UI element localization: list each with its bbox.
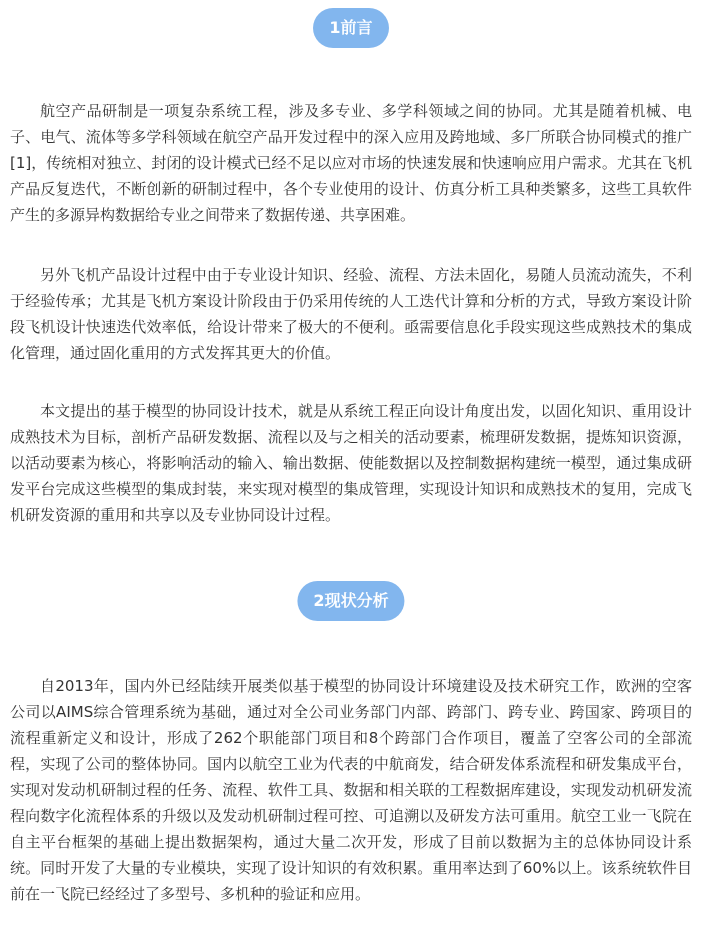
paragraph-intro-2: 另外飞机产品设计过程中由于专业设计知识、经验、流程、方法未固化，易随人员流动流失，不利于经验传承；尤其是飞机方案设计阶段由于仍采用传统的人工迭代计算和分析的方式，导致方案设计阶段飞机设计快速迭代效率低，给设计带来了极大的不便利。亟需要信息化手段实现这些成熟技术的集成化管理，通过固化重用的方式发挥其更大的价值。: [10, 266, 692, 362]
section-heading-status-analysis: 2现状分析: [297, 581, 404, 621]
paragraph-intro-1: 航空产品研制是一项复杂系统工程，涉及多专业、多学科领域之间的协同。尤其是随着机械、电子、电气、流体等多学科领域在航空产品开发过程中的深入应用及跨地域、多厂所联合协同模式的推广[1]，传统相对独立、封闭的设计模式已经不足以应对市场的快速发展和快速响应用户需求。尤其在飞机产品反复迭代，不断创新的研制过程中，各个专业使用的设计、仿真分析工具种类繁多，这些工具软件产生的多源异构数据给专业之间带来了数据传递、共享困难。: [10, 102, 692, 224]
paragraph-intro-3: 本文提出的基于模型的协同设计技术，就是从系统工程正向设计角度出发，以固化知识、重用设计成熟技术为目标，剖析产品研发数据、流程以及与之相关的活动要素，梳理研发数据，提炼知识资源，以活动要素为核心，将影响活动的输入、输出数据、使能数据以及控制数据构建统一模型，通过集成研发平台完成这些模型的集成封装，来实现对模型的集成管理，实现设计知识和成熟技术的复用，完成飞机研发资源的重用和共享以及专业协同设计过程。: [10, 402, 692, 524]
section-heading-introduction: 1前言: [313, 8, 389, 48]
paragraph-status-1: 自2013年，国内外已经陆续开展类似基于模型的协同设计环境建设及技术研究工作，欧洲的空客公司以AIMS综合管理系统为基础，通过对全公司业务部门内部、跨部门、跨专业、跨国家、跨项目的流程重新定义和设计，形成了262个职能部门项目和8个跨部门合作项目，覆盖了空客公司的全部流程，实现了公司的整体协同。国内以航空工业为代表的中航商发，结合研发体系流程和研发集成平台，实现对发动机研制过程的任务、流程、软件工具、数据和相关联的工程数据库建设，实现发动机研发流程向数字化流程体系的升级以及发动机研制过程可控、可追溯以及研发方法可重用。航空工业一飞院在自主平台框架的基础上提出数据架构，通过大量二次开发，形成了目前以数据为主的总体协同设计系统。同时开发了大量的专业模块，实现了设计知识的有效积累。重用率达到了60%以上。该系统软件目前在一飞院已经经过了多型号、多机种的验证和应用。: [10, 677, 692, 903]
